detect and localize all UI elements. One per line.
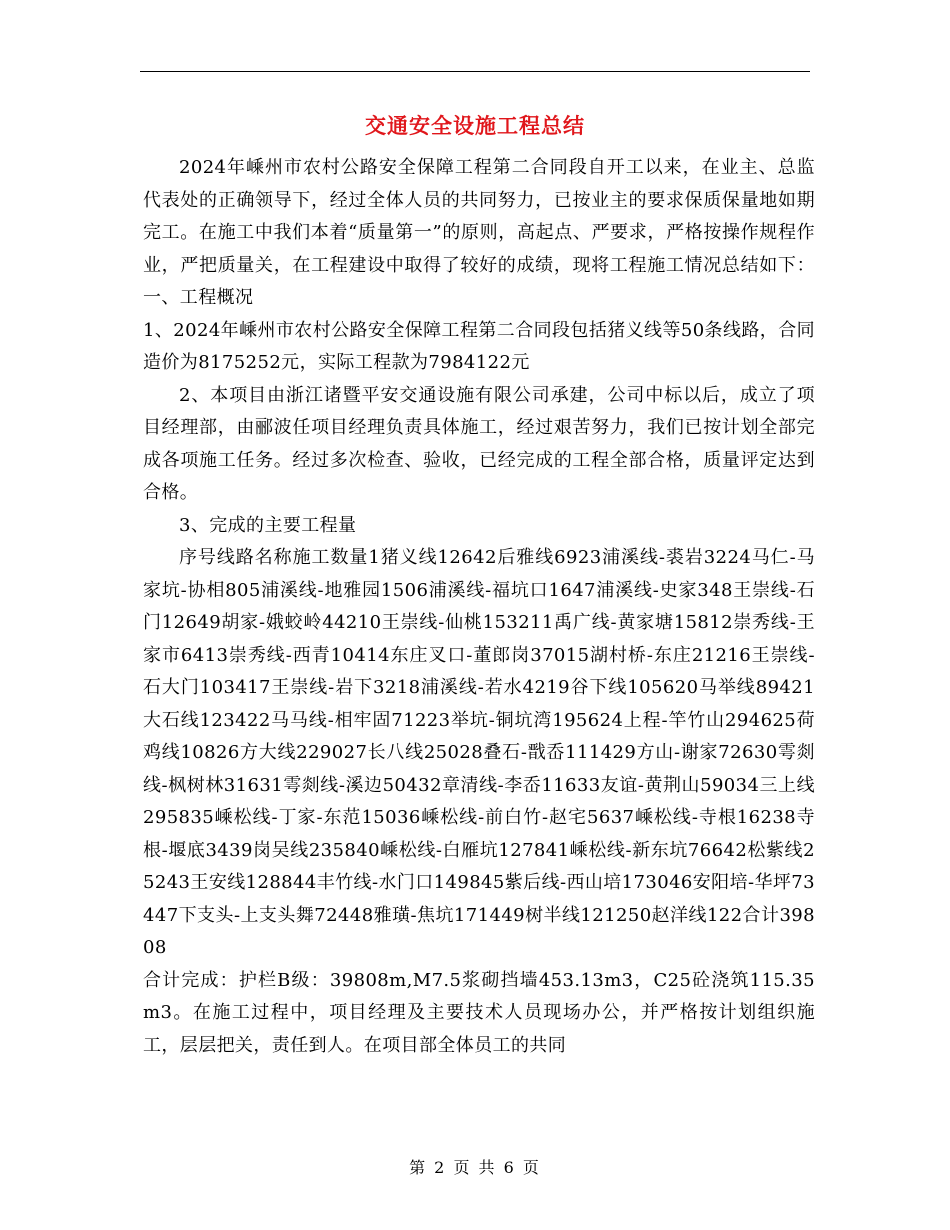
paragraph-item-2: 2、本项目由浙江诸暨平安交通设施有限公司承建，公司中标以后，成立了项目经理部，由郦波任项目经理负责具体施工，经过艰苦努力，我们已按计划全部完成各项施工任务。经过多次检查、验收，已经完成的工程全部合格，质量评定达到合格。 <box>143 384 815 503</box>
paragraph-summary: 合计完成：护栏B级：39808m,M7.5浆砌挡墙453.13m3，C25砼浇筑115.35m3。在施工过程中，项目经理及主要技术人员现场办公，并严格按计划组织施工，层层把关，责任到人。在项目部全体员工的共同 <box>143 969 815 1056</box>
paragraph-quantity-list: 序号线路名称施工数量1猪义线12642后雅线6923浦溪线-裘岩3224马仁-马家坑-协相805浦溪线-地雅园1506浦溪线-福坑口1647浦溪线-史家348王崇线-石门12649胡家-娥蛟岭44210王崇线-仙桃153211禹广线-黄家塘15812崇秀线-王家市6413崇秀线-西青10414东庄叉口-董郎岗37015湖村桥-东庄21216王崇线-石大门103417王崇线-岩下3218浦溪线-若水4219谷下线105620马举线89421大石线123422马马线-相牢固71223举坑-铜坑湾195624上程-竿竹山294625荷鸡线10826方大线229027长八线25028叠石-戬岙111429方山-谢家72630雩剡线-枫树林31631雩剡线-溪边50432章清线-李岙11633友谊-黄荆山59034三上线295835嵊松线-丁家-东范15036嵊松线-前白竹-赵宅5637嵊松线-寺根16238寺根-堰底3439岗吴线235840嵊松线-白雁坑127841嵊松线-新东坑76642松紫线25243王安线128844丰竹线-水门口149845紫后线-西山培173046安阳培-华坪73447下支头-上支头舞72448雅璜-焦坑171449树半线121250赵洋线122合计39808 <box>143 547 815 958</box>
paragraph-item-1: 1、2024年嵊州市农村公路安全保障工程第二合同段包括猪义线等50条线路，合同造价为8175252元，实际工程款为7984122元 <box>143 319 815 373</box>
header-rule <box>140 71 810 72</box>
paragraph-item-3: 3、完成的主要工程量 <box>179 514 357 536</box>
page-number-footer: 第 2 页 共 6 页 <box>409 1158 541 1177</box>
document-body <box>143 152 815 1062</box>
paragraph-intro: 2024年嵊州市农村公路安全保障工程第二合同段自开工以来，在业主、总监代表处的正确领导下，经过全体人员的共同努力，已按业主的要求保质保量地如期完工。在施工中我们本着“质量第一”的原则，高起点、严要求，严格按操作规程作业，严把质量关，在工程建设中取得了较好的成绩，现将工程施工情况总结如下：一、工程概况 <box>143 157 815 308</box>
document-title: 交通安全设施工程总结 <box>365 113 585 138</box>
